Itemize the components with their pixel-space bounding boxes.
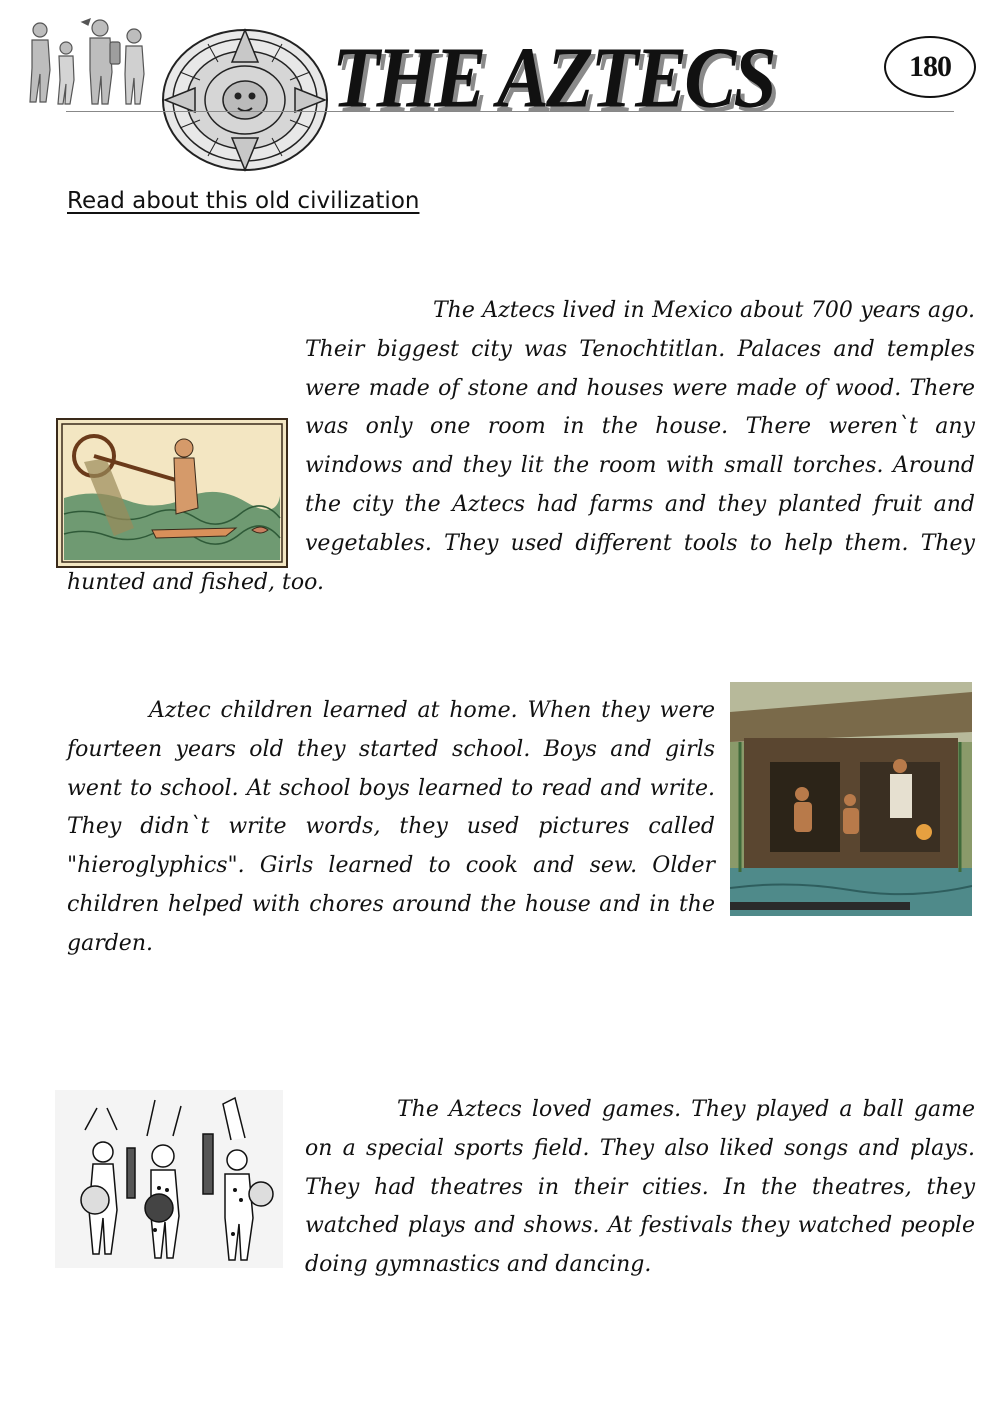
aztec-calendar-stone-image — [160, 22, 330, 172]
page-title: THE AZTECS — [332, 28, 774, 126]
aztec-school-image — [730, 682, 972, 916]
page-number-badge: 180 — [884, 36, 976, 98]
paragraph-text: The Aztecs loved games. They played a ball game on a special sports field. They also liked songs and plays. They had theatres in their cities. In the theatres, they watched plays and shows. At festivals they watched people doing gymnastics and dancing. — [305, 1097, 975, 1278]
header-divider — [66, 111, 954, 112]
paragraph-text: The Aztecs lived in Mexico about 700 years ago. Their biggest city was Tenochtitlan. Palaces and temples were made of stone and houses were made of wood. There was only one room in the house. There weren`t any windows and they lit the room with small torches. Around the city the Aztecs had farms and they planted fruit and vegetables. They used different tools to help them. They hunted and fished, too. — [67, 298, 975, 595]
paragraph-aztec-children — [67, 692, 715, 964]
section-heading: Read about this old civilization — [67, 188, 420, 214]
hikers-illustration — [18, 8, 158, 108]
aztec-warriors-image — [55, 1090, 283, 1268]
paragraph-text: Aztec children learned at home. When they were fourteen years old they started school. Boys and girls went to school. At school boys learned to read and write. They didn`t write words, they used pictures called "hieroglyphics". Girls learned to cook and sew. Older children helped with chores around the house and in the garden. — [67, 698, 715, 956]
paragraph-aztec-games — [305, 1091, 975, 1285]
aztec-fisherman-image — [56, 418, 288, 568]
